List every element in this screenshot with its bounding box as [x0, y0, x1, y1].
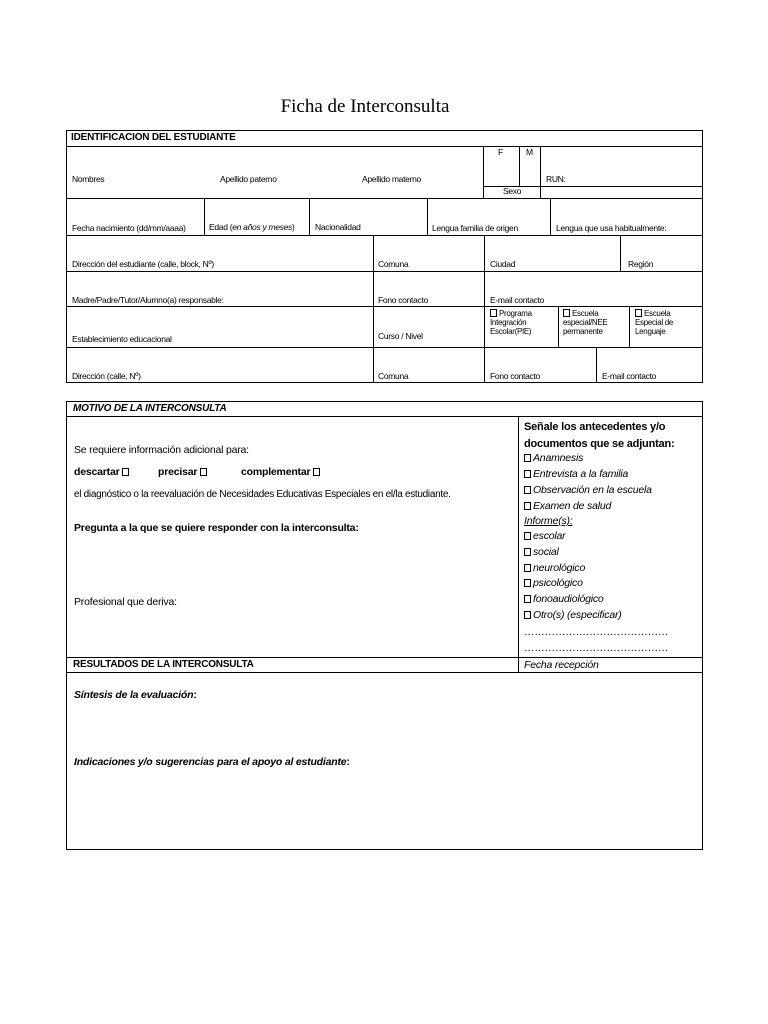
option-escuela-especial-nee[interactable]: Escuela especial/NEE permanente [563, 309, 608, 337]
label-direccion-estudiante: Dirección del estudiante (calle, block, Nº) [72, 259, 214, 269]
label-nacionalidad: Nacionalidad [315, 222, 361, 232]
checkbox-icon [524, 486, 531, 494]
page-title: Ficha de Interconsulta [280, 96, 450, 117]
label-comuna-2: Comuna [378, 371, 409, 381]
label-direccion: Dirección (calle, Nº) [72, 371, 141, 381]
checkbox-icon [313, 468, 320, 476]
label-run: RUN: [546, 174, 566, 184]
option-escolar[interactable]: escolar [524, 530, 565, 543]
heading-antecedentes: Señale los antecedentes y/o documentos que se adjuntan: [524, 421, 675, 450]
checkbox-icon [635, 309, 642, 317]
label-email-contacto-2: E-mail contacto [602, 371, 657, 381]
checkbox-icon [490, 309, 497, 317]
option-anamnesis[interactable]: Anamnesis [524, 452, 583, 465]
label-curso-nivel: Curso / Nivel [378, 331, 423, 341]
text-requiere: Se requiere información adicional para: [74, 444, 249, 456]
label-fono-contacto: Fono contacto [378, 295, 428, 305]
checkbox-icon [524, 548, 531, 556]
dotted-line-1[interactable]: …………………………………… [524, 626, 669, 638]
checkbox-icon [524, 579, 531, 587]
label-sexo: Sexo [503, 186, 522, 196]
label-fecha-nacimiento: Fecha nacimiento (dd/mm/aaaa) [72, 223, 186, 233]
label-fecha-recepcion: Fecha recepción [524, 659, 599, 671]
label-ciudad: Ciudad [490, 259, 516, 269]
option-complementar[interactable]: complementar [241, 466, 322, 479]
checkbox-icon [524, 532, 531, 540]
checkbox-icon [524, 611, 531, 619]
label-indicaciones: Indicaciones y/o sugerencias para el apoyo al estudiante: [74, 756, 350, 768]
checkbox-icon [524, 595, 531, 603]
label-sintesis: Síntesis de la evaluación: [74, 689, 197, 701]
label-apellido-materno: Apellido materno [362, 174, 421, 184]
label-edad: Edad (en años y meses) [209, 222, 295, 232]
option-otro[interactable]: Otro(s) (especificar) [524, 609, 622, 622]
option-precisar[interactable]: precisar [158, 466, 209, 479]
label-lengua-habitual: Lengua que usa habitualmente: [556, 223, 667, 233]
option-entrevista[interactable]: Entrevista a la familia [524, 468, 628, 481]
option-descartar[interactable]: descartar [74, 466, 131, 479]
option-psicologico[interactable]: psicológico [524, 577, 583, 590]
option-neurologico[interactable]: neurológico [524, 562, 585, 575]
checkbox-icon [524, 454, 531, 462]
option-examen[interactable]: Examen de salud [524, 500, 611, 513]
label-comuna: Comuna [378, 259, 409, 269]
label-m: M [526, 147, 533, 157]
checkbox-icon [563, 309, 570, 317]
label-nombres: Nombres [72, 174, 105, 184]
label-region: Región [628, 259, 654, 269]
label-informes: Informe(s): [524, 515, 573, 527]
label-email-contacto: E-mail contacto [490, 295, 545, 305]
checkbox-icon [200, 468, 207, 476]
label-lengua-familia: Lengua familia de origen [432, 223, 518, 233]
label-responsable: Madre/Padre/Tutor/Alumno(a) responsable: [72, 295, 224, 305]
text-profesional: Profesional que deriva: [74, 596, 177, 608]
label-fono-contacto-2: Fono contacto [490, 371, 540, 381]
section-header-resultados: RESULTADOS DE LA INTERCONSULTA [73, 659, 254, 670]
student-identification-table [66, 130, 703, 383]
checkbox-icon [524, 502, 531, 510]
text-pregunta: Pregunta a la que se quiere responder con la interconsulta: [74, 522, 359, 534]
option-fonoaudiologico[interactable]: fonoaudiológico [524, 593, 604, 606]
option-observacion[interactable]: Observación en la escuela [524, 484, 652, 497]
section-header-motivo: MOTIVO DE LA INTERCONSULTA [73, 403, 227, 414]
checkbox-icon [122, 468, 129, 476]
label-establecimiento: Establecimiento educacional [72, 334, 172, 344]
option-social[interactable]: social [524, 546, 559, 559]
checkbox-icon [524, 470, 531, 478]
dotted-line-2[interactable]: …………………………………… [524, 642, 669, 654]
option-programa-integracion[interactable]: Programa Integración Escolar(PIE) [490, 309, 532, 337]
checkbox-icon [524, 564, 531, 572]
label-f: F [498, 147, 503, 157]
label-apellido-paterno: Apellido paterno [220, 174, 277, 184]
text-diagnostico: el diagnóstico o la reevaluación de Necesidades Educativas Especiales en el/la estudiante. [74, 489, 451, 500]
option-escuela-especial-lenguaje[interactable]: Escuela Especial de Lenguaje [635, 309, 674, 337]
section-header-identification: IDENTIFICACION DEL ESTUDIANTE [71, 132, 236, 143]
